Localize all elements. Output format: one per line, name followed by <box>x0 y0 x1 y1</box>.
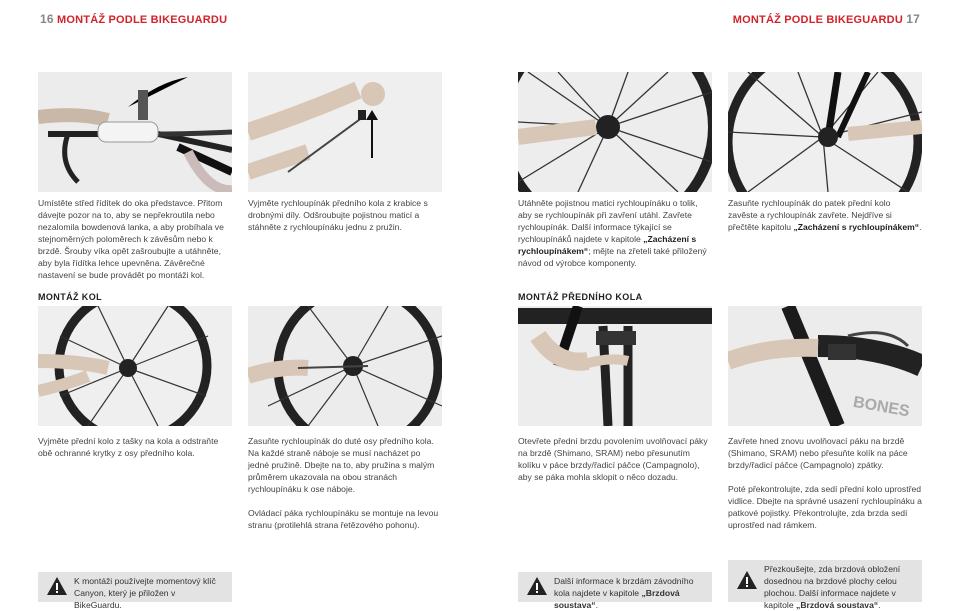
text-tighten-nut <box>518 197 712 269</box>
text-insert-quick-release <box>248 435 442 531</box>
text-part: . <box>595 600 598 610</box>
warning-box-brake-pads <box>728 560 922 610</box>
warning-text <box>554 575 709 611</box>
section-title-front-wheel: MONTÁŽ PŘEDNÍHO KOLA <box>518 292 643 302</box>
warning-box-brakes-info <box>518 572 712 610</box>
left-page-header <box>40 12 227 26</box>
paragraph: Zavřete hned znovu uvolňovací páku na brzdě (Shimano, SRAM) nebo přesuňte kolík na páce brzdy/řadicí páčce (Campagnolo) zpátky. <box>728 436 908 470</box>
text-part: Zasuňte rychloupínák do patek přední kolo zavěste a rychloupínák zavřete. Nejdříve si přečtěte kapitolu <box>728 198 892 232</box>
text-part: . <box>878 600 881 610</box>
warning-text: K montáži používejte momentový klíč Canyon, který je přiložen v BikeGuardu. <box>74 576 216 610</box>
photo-front-wheel-bag <box>38 306 232 426</box>
right-page-header <box>733 12 920 26</box>
photo-tighten-nut <box>518 72 712 192</box>
chapter-reference: „Zacházení s rychloupínákem“ <box>518 234 697 256</box>
warning-icon <box>46 576 68 596</box>
warning-text <box>764 563 919 611</box>
chapter-reference: „Brzdová soustava“ <box>796 600 879 610</box>
text-part: Přezkoušejte, zda brzdová obložení dosednou na brzdové plochy celou plochou. Další informace najdete v kapitole <box>764 564 901 610</box>
left-page-number: 16 <box>40 12 54 26</box>
paragraph: Ovládací páka rychloupínáku se montuje na levou stranu (protilehlá strana řetězového pohonu). <box>248 508 439 530</box>
photo-insert-wheel <box>728 72 922 192</box>
left-page-title: MONTÁŽ PODLE BIKEGUARDU <box>57 14 228 26</box>
right-page-number: 17 <box>906 12 920 26</box>
text-part: Utáhněte pojistnou matici rychloupínáku o tolik, aby se rychloupínák při zavření utáhl. Zavřete rychloupínák. Další informace týkající se rychloupínáků najdete v kapitole <box>518 198 698 244</box>
paragraph: Poté překontrolujte, zda sedí přední kolo uprostřed vidlice. Dbejte na správné usazení rychloupínáku a patkové pojistky. Překontrolujte, zda brzda sedí uprostřed nad rámkem. <box>728 484 922 530</box>
text-remove-wheel-from-bag: Vyjměte přední kolo z tašky na kola a odstraňte obě ochranné krytky z osy předního kola. <box>38 436 219 458</box>
warning-icon <box>736 570 758 590</box>
photo-open-brake <box>518 306 712 426</box>
section-title-wheels: MONTÁŽ KOL <box>38 292 102 302</box>
paragraph: Zasuňte rychloupínák do duté osy předního kola. Na každé straně náboje se musí nacházet po jedné pružině. Dbejte na to, aby pružina s malým průměrem ukazovala na obou stranách rychloupínáku k ose náboje. <box>248 436 435 494</box>
warning-box-torque-wrench <box>38 572 232 610</box>
right-page-title: MONTÁŽ PODLE BIKEGUARDU <box>732 14 903 26</box>
photo-close-brake <box>728 306 922 426</box>
tire-brand-text: BONES <box>851 393 911 421</box>
text-close-brake <box>728 435 922 531</box>
chapter-reference: „Zacházení s rychloupínákem“ <box>793 222 920 232</box>
photo-quick-release <box>248 72 442 192</box>
photo-insert-quick-release <box>248 306 442 426</box>
text-part: Další informace k brzdám závodního kola najdete v kapitole <box>554 576 694 598</box>
text-part: . <box>919 222 922 232</box>
photo-handlebar <box>38 72 232 192</box>
text-part: ; mějte na zřeteli také přiložený návod od výrobce komponenty. <box>518 246 707 268</box>
warning-icon <box>526 576 548 596</box>
text-quick-release-remove: Vyjměte rychloupínák předního kola z krabice s drobnými díly. Odšroubujte pojistnou maticí a stáhněte z rychloupínáku jednu z pružin. <box>248 198 428 232</box>
text-open-brake: Otevřete přední brzdu povolením uvolňovací páky na brzdě (Shimano, SRAM) nebo přesunutím kolíku v páce brzdy/řadicí páčce (Campagnolo), aby se páka mohla sklopit o něco dozadu. <box>518 436 708 482</box>
text-handlebar-mount: Umístěte střed řídítek do oka představce. Přitom dávejte pozor na to, aby se nepřekroutila nebo nezalomila bowdenová lanka, a aby probíhala ve stejnoměrných poloměrech k závěsům nebo k brzdě. Šrouby víka opět zašroubujte a utáhněte, aby byla řídítka lehce upevněna. Závěrečné nastavení se bude provádět po montáži kol. <box>38 198 224 280</box>
chapter-reference: „Brzdová soustava“ <box>554 588 680 610</box>
text-insert-wheel <box>728 197 922 233</box>
